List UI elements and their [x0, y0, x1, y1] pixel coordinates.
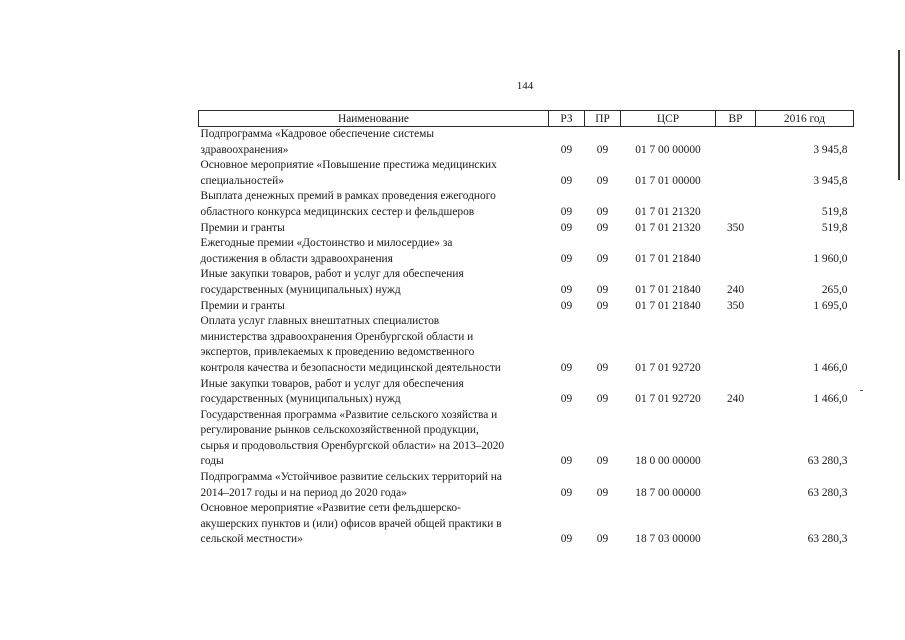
table-row: [199, 127, 854, 159]
row-pr: 09: [596, 455, 609, 468]
row-amount: 1 695,0: [813, 299, 848, 312]
row-name-line: Иные закупки товаров, работ и услуг для обеспечения: [200, 268, 464, 281]
row-name: [199, 189, 549, 220]
header-vr: ВР: [716, 111, 756, 127]
row-name-line: Основное мероприятие «Повышение престижа медицинских: [200, 159, 497, 172]
row-amount: 1 466,0: [813, 361, 848, 374]
row-name-line: регулирование рынков сельскохозяйственной продукции,: [200, 424, 479, 437]
row-amount: 3 945,8: [813, 143, 848, 156]
row-rz: 09: [560, 299, 573, 312]
row-rz: 09: [560, 455, 573, 468]
table-row: [199, 236, 854, 267]
table-row: [199, 470, 854, 501]
row-pr: 09: [596, 361, 609, 374]
scan-edge-line: [898, 50, 900, 180]
row-rz: 09: [560, 221, 573, 234]
table-body: [199, 127, 854, 549]
row-name-line: Выплата денежных премий в рамках проведения ежегодного: [200, 190, 496, 203]
row-vr: 350: [726, 299, 745, 312]
row-rz: 09: [560, 205, 573, 218]
row-name-line: Премии и гранты: [200, 221, 285, 234]
row-pr: 09: [596, 283, 609, 296]
row-name: [199, 377, 549, 408]
row-name-line: сырья и продовольствия Оренбургской области» на 2013–2020: [200, 439, 505, 452]
row-amount: 519,8: [821, 221, 848, 234]
row-pr: 09: [596, 393, 609, 406]
row-amount: 63 280,3: [807, 455, 848, 468]
row-name: [199, 221, 549, 237]
row-pr: 09: [596, 174, 609, 187]
scan-speck: [860, 390, 863, 391]
table-row: [199, 189, 854, 220]
row-name-line: Подпрограмма «Кадровое обеспечение системы: [200, 128, 435, 140]
row-vr: 240: [726, 393, 745, 406]
row-amount: 1 960,0: [813, 252, 848, 265]
row-name-line: Иные закупки товаров, работ и услуг для обеспечения: [200, 377, 464, 390]
row-rz: 09: [560, 252, 573, 265]
budget-table: [198, 110, 854, 548]
row-amount: 1 466,0: [813, 393, 848, 406]
row-amount: 63 280,3: [807, 486, 848, 499]
row-csr: 01 7 01 21840: [635, 252, 701, 265]
row-rz: 09: [560, 143, 573, 156]
table-row: [199, 299, 854, 315]
row-csr: 01 7 01 92720: [635, 393, 701, 406]
row-csr: 01 7 01 00000: [635, 174, 701, 187]
row-name-line: специальностей»: [200, 174, 284, 187]
row-name-line: Государственная программа «Развитие сельского хозяйства и: [200, 408, 498, 421]
row-csr: 01 7 01 21320: [635, 221, 701, 234]
row-vr: [716, 470, 756, 501]
table-row: [199, 314, 854, 376]
row-rz: 09: [560, 533, 573, 546]
row-pr: 09: [596, 221, 609, 234]
row-name-line: Ежегодные премии «Достоинство и милосердие» за: [200, 237, 453, 250]
row-name: [199, 158, 549, 189]
row-name: [199, 267, 549, 298]
row-name-line: годы: [200, 455, 224, 468]
row-vr: [716, 127, 756, 159]
table-row: [199, 501, 854, 548]
row-amount: 3 945,8: [813, 174, 848, 187]
row-name-line: акушерских пунктов и (или) офисов врачей общей практики в: [200, 517, 502, 530]
row-csr: 01 7 01 21840: [635, 283, 701, 296]
table-row: [199, 221, 854, 237]
row-name-line: контроля качества и безопасности медицинской деятельности: [200, 361, 501, 374]
header-rz: РЗ: [549, 111, 585, 127]
row-name-line: Подпрограмма «Устойчивое развитие сельских территорий на: [200, 471, 502, 484]
row-name: [199, 236, 549, 267]
row-rz: 09: [560, 393, 573, 406]
row-name-line: достижения в области здравоохранения: [200, 252, 393, 265]
row-name: [199, 314, 549, 376]
page-number: 144: [516, 80, 534, 92]
row-rz: 09: [560, 283, 573, 296]
row-pr: 09: [596, 486, 609, 499]
row-name-line: сельской местности»: [200, 533, 303, 546]
row-name: [199, 470, 549, 501]
row-csr: 01 7 00 00000: [635, 143, 701, 156]
row-name: [199, 127, 549, 159]
header-name: Наименование: [199, 111, 549, 127]
row-amount: 63 280,3: [807, 533, 848, 546]
row-rz: 09: [560, 174, 573, 187]
row-pr: 09: [596, 533, 609, 546]
row-name: [199, 299, 549, 315]
table-row: [199, 408, 854, 470]
row-csr: 01 7 01 21320: [635, 205, 701, 218]
row-csr: 01 7 01 21840: [635, 299, 701, 312]
row-name-line: здравоохранения»: [200, 143, 289, 156]
row-rz: 09: [560, 486, 573, 499]
row-name-line: областного конкурса медицинских сестер и фельдшеров: [200, 205, 475, 218]
row-amount: 519,8: [821, 205, 848, 218]
table-header-row: [199, 111, 854, 127]
header-pr: ПР: [585, 111, 621, 127]
row-vr: 240: [726, 283, 745, 296]
table-row: [199, 267, 854, 298]
row-vr: [716, 236, 756, 267]
row-csr: 01 7 01 92720: [635, 361, 701, 374]
row-amount: 265,0: [821, 283, 848, 296]
row-rz: 09: [560, 361, 573, 374]
header-csr: ЦСР: [621, 111, 716, 127]
row-name-line: экспертов, привлекаемых к проведению ведомственного: [200, 346, 475, 359]
row-name-line: государственных (муниципальных) нужд: [200, 283, 401, 296]
row-name-line: министерства здравоохранения Оренбургской области и: [200, 330, 474, 343]
row-csr: 18 0 00 00000: [635, 455, 701, 468]
row-vr: [716, 408, 756, 470]
row-vr: [716, 189, 756, 220]
row-name-line: Премии и гранты: [200, 299, 285, 312]
row-pr: 09: [596, 252, 609, 265]
row-vr: [716, 158, 756, 189]
header-amount: 2016 год: [756, 111, 854, 127]
row-name-line: государственных (муниципальных) нужд: [200, 393, 401, 406]
row-pr: 09: [596, 205, 609, 218]
row-name-line: 2014–2017 годы и на период до 2020 года»: [200, 486, 407, 499]
row-name-line: Оплата услуг главных внештатных специалистов: [200, 315, 440, 328]
row-vr: 350: [726, 221, 745, 234]
row-vr: [716, 501, 756, 548]
row-pr: 09: [596, 299, 609, 312]
table-row: [199, 158, 854, 189]
row-vr: [716, 314, 756, 376]
table-row: [199, 377, 854, 408]
row-csr: 18 7 00 00000: [635, 486, 701, 499]
row-name: [199, 408, 549, 470]
row-name: [199, 501, 549, 548]
row-pr: 09: [596, 143, 609, 156]
row-name-line: Основное мероприятие «Развитие сети фельдшерско-: [200, 502, 461, 515]
row-csr: 18 7 03 00000: [635, 533, 701, 546]
